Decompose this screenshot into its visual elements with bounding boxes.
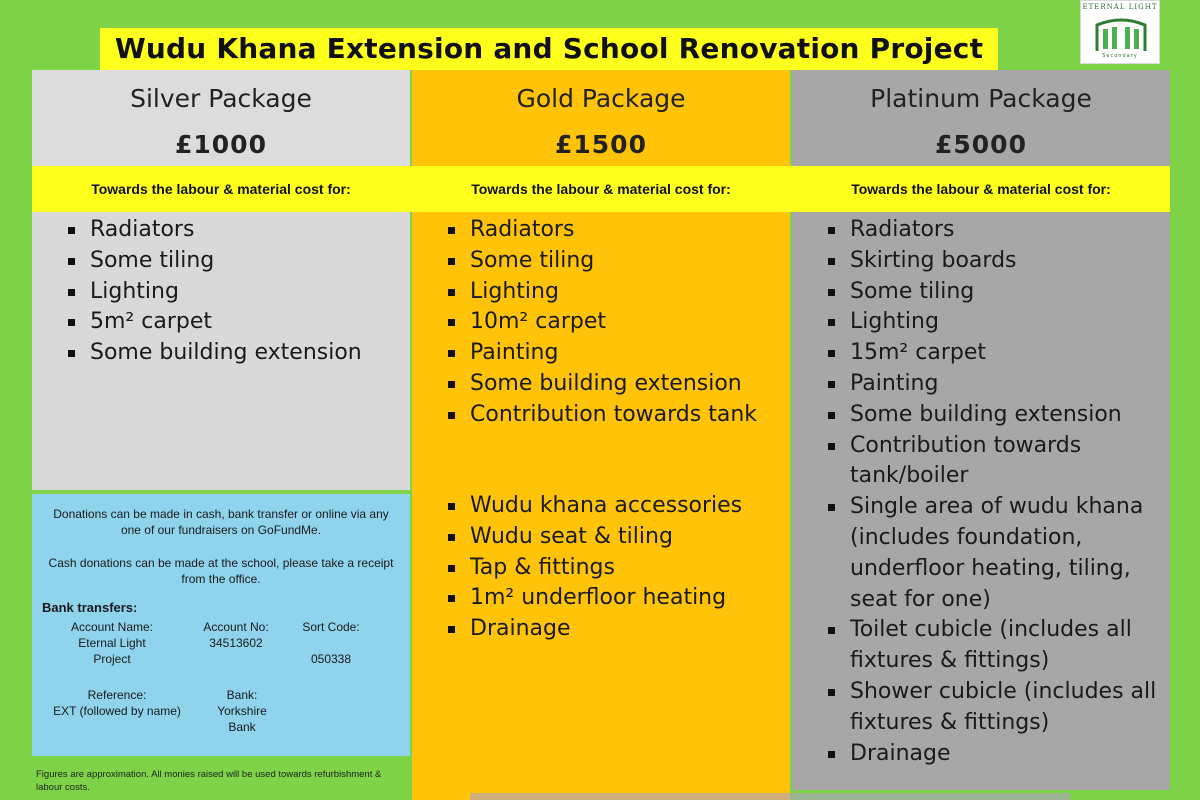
silver-strip-text: Towards the labour & material cost for: [91, 181, 351, 197]
footer-note: Figures are approximation. All monies raised will be used towards refurbishment & labour costs. [36, 769, 382, 793]
sort-code-label: Sort Code: [302, 620, 360, 634]
list-item: Lighting [820, 307, 1165, 338]
list-item: Radiators [820, 215, 1165, 246]
list-item: Some building extension [820, 400, 1165, 431]
school-logo [1080, 0, 1160, 64]
silver-package-name: Silver Package [130, 84, 312, 113]
silver-package-body [32, 212, 410, 490]
silver-items-list [60, 215, 362, 369]
list-item: Some tiling [60, 246, 362, 277]
logo-text-mid: LIGHT [1128, 3, 1158, 11]
list-item: 1m² underfloor heating [440, 583, 742, 614]
sort-code-value: 050338 [310, 652, 352, 666]
silver-package-header [32, 70, 410, 166]
list-item: Radiators [440, 215, 757, 246]
bank-label: Bank: [226, 688, 258, 702]
bank-value: Yorkshire Bank [217, 704, 267, 734]
list-item: Drainage [440, 614, 742, 645]
account-no-label: Account No: [203, 620, 269, 634]
gold-package-name: Gold Package [516, 84, 686, 113]
list-item: Toilet cubicle (includes all fixtures & fittings) [820, 615, 1165, 677]
platinum-package-price: £5000 [935, 130, 1027, 159]
list-item: Some tiling [440, 246, 757, 277]
platinum-strip-text: Towards the labour & material cost for: [851, 181, 1111, 197]
list-item: Some tiling [820, 277, 1165, 308]
logo-text [1081, 3, 1159, 11]
page-title: Wudu Khana Extension and School Renovation Project [100, 28, 998, 70]
gold-strip-text: Towards the labour & material cost for: [471, 181, 731, 197]
list-item: Single area of wudu khana (includes foundation, underfloor heating, tiling, seat for one) [820, 492, 1165, 615]
platinum-items-list [820, 215, 1165, 769]
list-item: Skirting boards [820, 246, 1165, 277]
list-item: Lighting [60, 277, 362, 308]
reference-value: EXT (followed by name) [53, 704, 181, 718]
list-item: Radiators [60, 215, 362, 246]
cost-strip [32, 166, 1170, 212]
logo-text-top: ETERNAL [1082, 3, 1126, 11]
building-logo-icon [1093, 13, 1149, 53]
account-name-value: Eternal Light Project [78, 636, 146, 666]
logo-subtext: Secondary [1102, 53, 1138, 59]
list-item: 5m² carpet [60, 307, 362, 338]
gold-items-list-2 [440, 491, 742, 645]
list-item: Contribution towards tank/boiler [820, 431, 1165, 493]
list-item: Drainage [820, 739, 1165, 770]
list-item: Tap & fittings [440, 553, 742, 584]
account-no-value: 34513602 [209, 636, 263, 650]
donation-text-online: Donations can be made in cash, bank transfer or online via any one of our fundraisers on GoFundMe. [53, 507, 389, 537]
list-item: Wudu khana accessories [440, 491, 742, 522]
list-item: Some building extension [440, 369, 757, 400]
list-item: Painting [820, 369, 1165, 400]
list-item: Contribution towards tank [440, 400, 757, 431]
list-item: Wudu seat & tiling [440, 522, 742, 553]
list-item: Painting [440, 338, 757, 369]
list-item: 10m² carpet [440, 307, 757, 338]
bank-transfers-heading: Bank transfers: [42, 600, 138, 615]
list-item: Shower cubicle (includes all fixtures & fittings) [820, 677, 1165, 739]
list-item: Some building extension [60, 338, 362, 369]
list-item: Lighting [440, 277, 757, 308]
gold-package-price: £1500 [555, 130, 647, 159]
reference-label: Reference: [87, 688, 147, 702]
donation-text-cash: Cash donations can be made at the school, please take a receipt from the office. [48, 556, 394, 586]
account-name-label: Account Name: [70, 620, 154, 634]
gold-items-list [440, 215, 757, 431]
donation-info-box [32, 494, 410, 756]
silver-package-price: £1000 [175, 130, 267, 159]
platinum-package-name: Platinum Package [870, 84, 1092, 113]
list-item: 15m² carpet [820, 338, 1165, 369]
decorative-line [470, 793, 1070, 800]
